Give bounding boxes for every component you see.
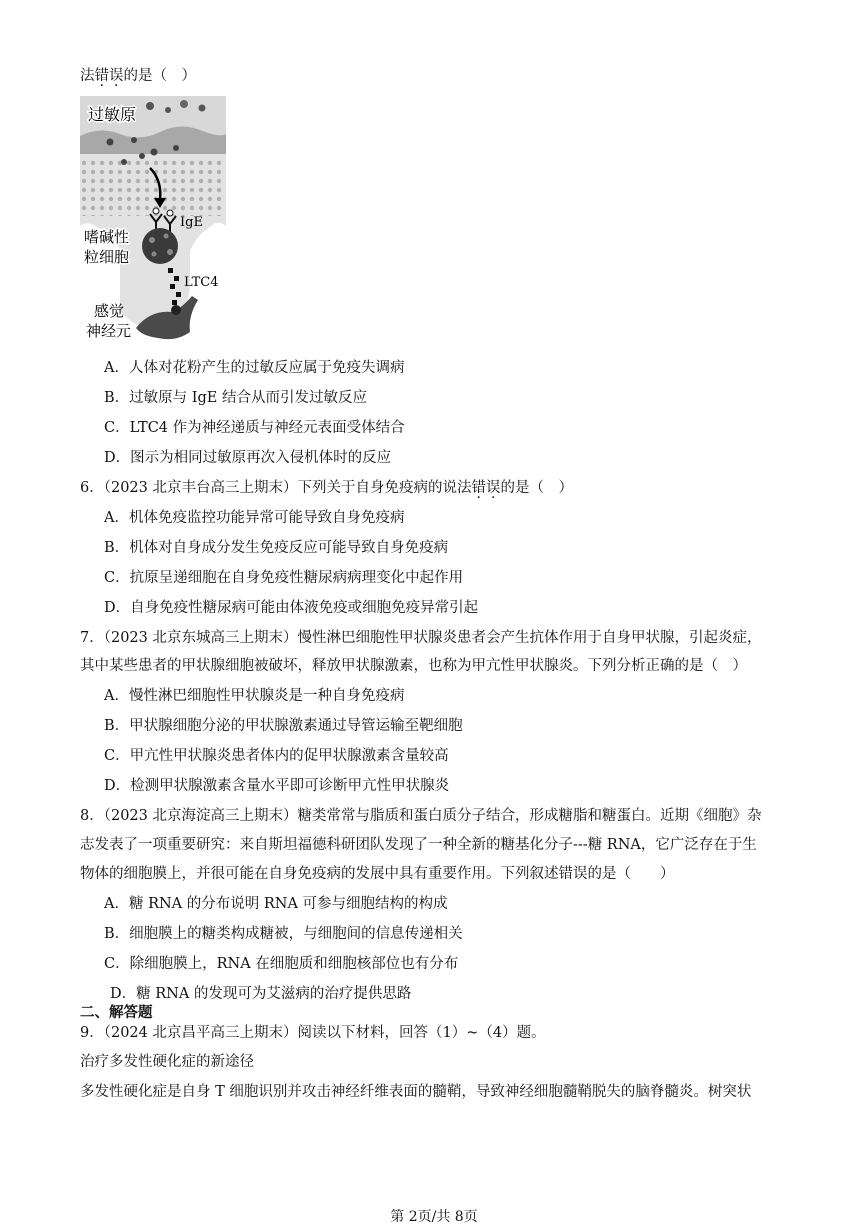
q9-article-title: 治疗多发性硬化症的新途径 xyxy=(80,1054,254,1070)
section-heading: 二、解答题 xyxy=(80,1005,153,1021)
q7-option-c: C．甲亢性甲状腺炎患者体内的促甲状腺激素含量较高 xyxy=(104,748,449,764)
stem-suffix: 的是（ ） xyxy=(123,68,196,84)
q7-option-d: D．检测甲状腺激素含量水平即可诊断甲亢性甲状腺炎 xyxy=(104,778,450,794)
q6-option-c: C．抗原呈递细胞在自身免疫性糖尿病病理变化中起作用 xyxy=(104,570,464,586)
q5-option-a: A．人体对花粉产生的过敏反应属于免疫失调病 xyxy=(104,360,405,376)
emphasis-char: 误 xyxy=(109,68,124,84)
q7-option-b: B．甲状腺细胞分泌的甲状腺激素通过导管运输至靶细胞 xyxy=(104,718,463,734)
question-5-stem-tail xyxy=(80,66,196,86)
q6-option-a: A．机体免疫监控功能异常可能导致自身免疫病 xyxy=(104,510,405,526)
label-ige: IgE xyxy=(180,215,203,230)
label-neuron-line1: 感觉 xyxy=(94,302,125,320)
stem-prefix: 法 xyxy=(80,68,95,84)
q5-option-b: B．过敏原与 IgE 结合从而引发过敏反应 xyxy=(104,390,367,406)
allergy-mechanism-figure xyxy=(80,96,226,348)
q7-stem-line1: 7．（2023 北京东城高三上期末）慢性淋巴细胞性甲状腺炎患者会产生抗体作用于自身甲状腺，引起炎症， xyxy=(80,630,762,646)
q8-option-d: D．糖 RNA 的发现可为艾滋病的治疗提供思路 xyxy=(110,986,412,1002)
q8-option-a: A．糖 RNA 的分布说明 RNA 可参与细胞结构的构成 xyxy=(104,896,448,912)
stem-suffix: 的是（ ） xyxy=(500,480,573,496)
allergy-diagram xyxy=(80,96,226,348)
q8-stem-line1: 8．（2023 北京海淀高三上期末）糖类常常与脂质和蛋白质分子结合，形成糖脂和糖蛋白。近期《细胞》杂 xyxy=(80,808,762,824)
q6-option-b: B．机体对自身成分发生免疫反应可能导致自身免疫病 xyxy=(104,540,449,556)
q9-body-line1: 多发性硬化症是自身 T 细胞识别并攻击神经纤维表面的髓鞘，导致神经细胞髓鞘脱失的脑脊髓炎。树突状 xyxy=(80,1084,752,1100)
q8-option-c: C．除细胞膜上，RNA 在细胞质和细胞核部位也有分布 xyxy=(104,956,459,972)
page-number: 第 2页/共 8页 xyxy=(390,1209,478,1225)
q5-option-d: D．图示为相同过敏原再次入侵机体时的反应 xyxy=(104,450,392,466)
q6-stem xyxy=(80,478,573,498)
q7-option-a: A．慢性淋巴细胞性甲状腺炎是一种自身免疫病 xyxy=(104,688,405,704)
q8-option-b: B．细胞膜上的糖类构成糖被，与细胞间的信息传递相关 xyxy=(104,926,463,942)
label-neuron-line2: 神经元 xyxy=(86,322,132,340)
label-allergen: 过敏原 xyxy=(88,105,137,124)
label-basophil-line1: 嗜碱性 xyxy=(84,228,130,246)
q8-stem-line2: 志发表了一项重要研究：来自斯坦福德科研团队发现了一种全新的糖基化分子---糖 RNA，它广泛存在于生 xyxy=(80,837,757,853)
label-basophil-line2: 粒细胞 xyxy=(84,248,130,266)
label-ltc4: LTC4 xyxy=(184,275,219,290)
q7-stem-line2: 其中某些患者的甲状腺细胞被破坏，释放甲状腺激素，也称为甲亢性甲状腺炎。下列分析正确的是（ ） xyxy=(80,658,747,674)
emphasis-char: 误 xyxy=(485,480,501,496)
q6-option-d: D．自身免疫性糖尿病可能由体液免疫或细胞免疫异常引起 xyxy=(104,600,479,616)
emphasis-char: 错 xyxy=(94,68,109,84)
q5-option-c: C．LTC4 作为神经递质与神经元表面受体结合 xyxy=(104,420,405,436)
q9-stem: 9．（2024 北京昌平高三上期末）阅读以下材料，回答（1）~（4）题。 xyxy=(80,1025,546,1041)
stem-prefix: 6．（2023 北京丰台高三上期末）下列关于自身免疫病的说法 xyxy=(80,480,472,496)
emphasis-char: 错 xyxy=(471,480,486,496)
q8-stem-line3: 物体的细胞膜上，并很可能在自身免疫病的发展中具有重要作用。下列叙述错误的是（ ） xyxy=(80,866,675,882)
